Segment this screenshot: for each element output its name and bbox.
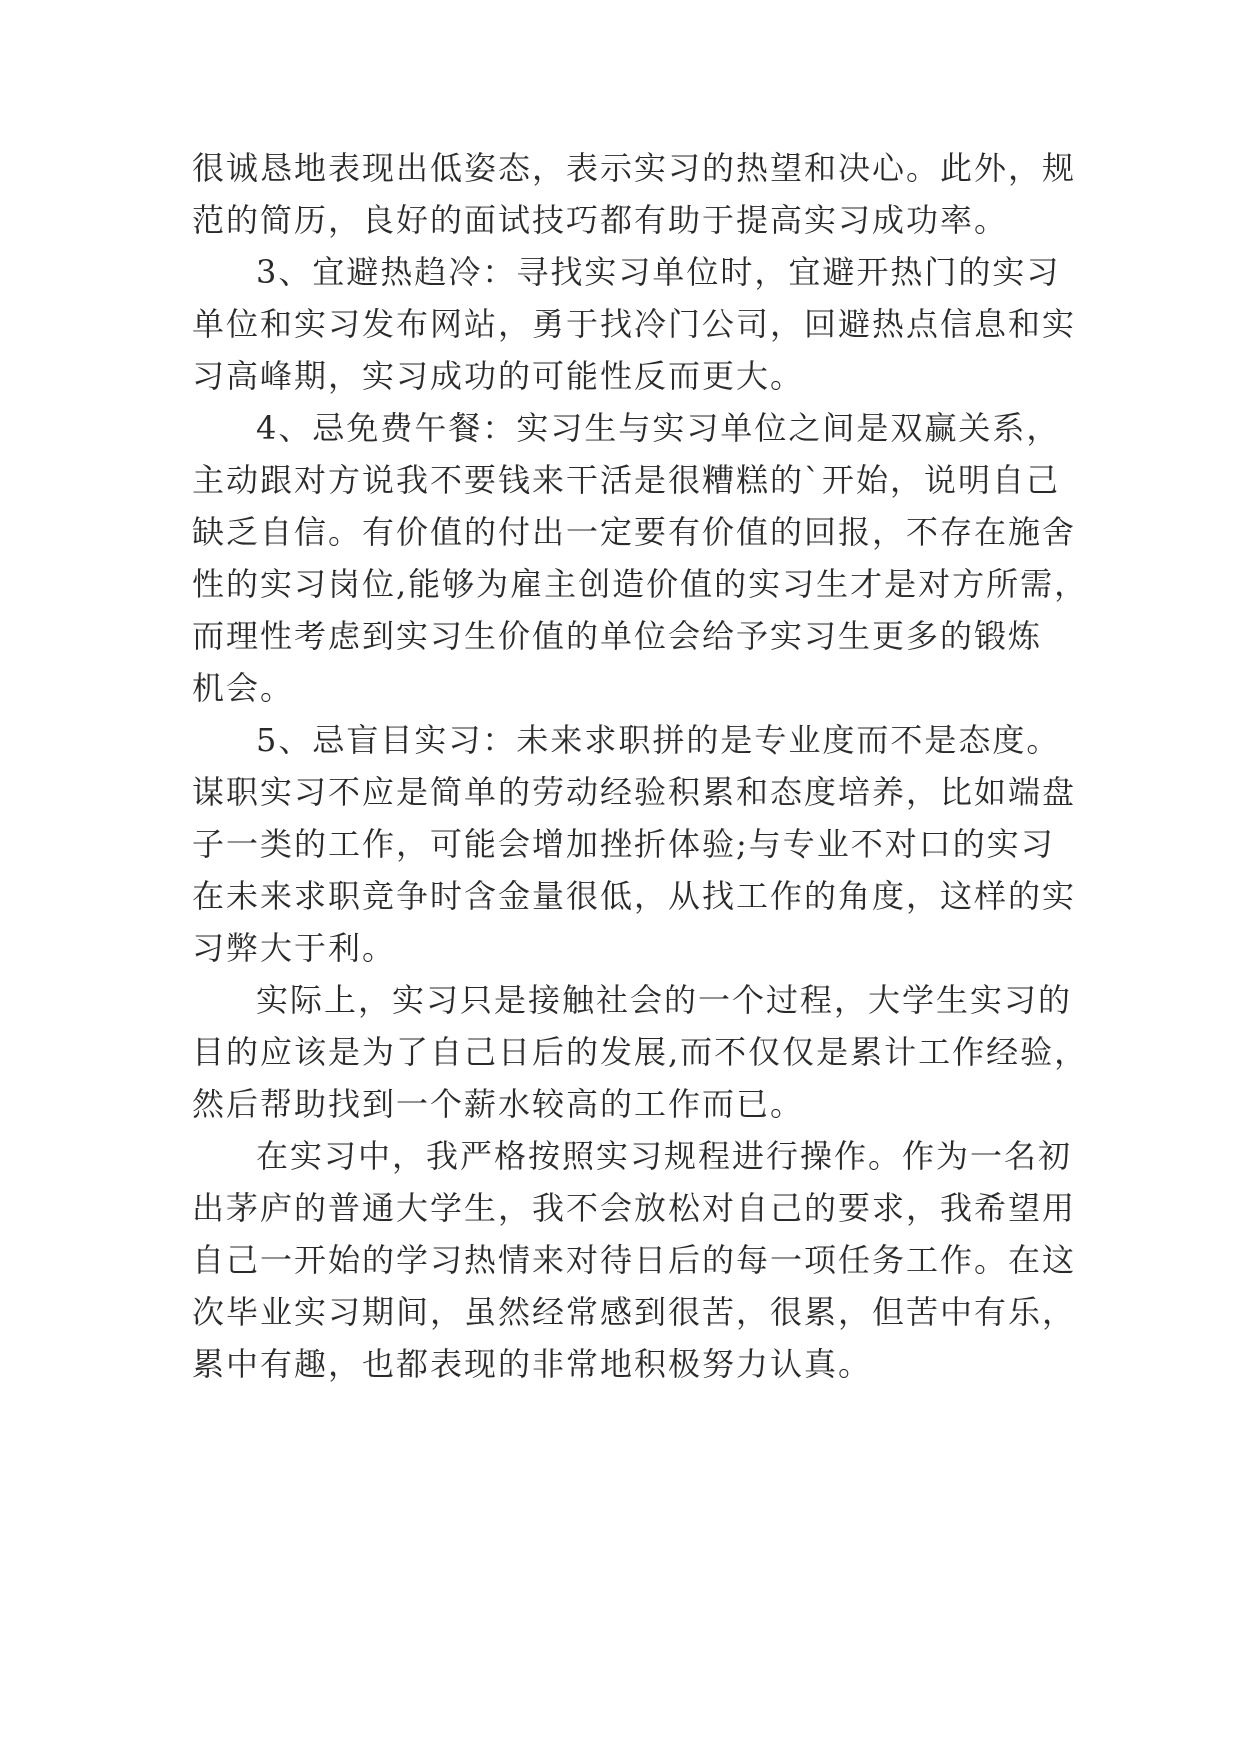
text-line: 缺乏自信。有价值的付出一定要有价值的回报，不存在施舍 [192,513,1077,551]
text-line: 出茅庐的普通大学生，我不会放松对自己的要求，我希望用 [192,1189,1077,1227]
paragraph-4-start: 4、忌免费午餐：实习生与实习单位之间是双赢关系， [256,409,1061,447]
paragraph-5-start: 5、忌盲目实习：未来求职拼的是专业度而不是态度。 [256,721,1061,759]
text-line: 主动跟对方说我不要钱来干活是很糟糕的`开始，说明自己 [192,461,1061,499]
text-line: 目的应该是为了自己日后的发展,而不仅仅是累计工作经验， [192,1033,1089,1071]
text-line: 在未来求职竞争时含金量很低，从找工作的角度，这样的实 [192,877,1077,915]
paragraph-practice-start: 在实习中，我严格按照实习规程进行操作。作为一名初 [256,1137,1073,1175]
text-line: 单位和实习发布网站，勇于找冷门公司，回避热点信息和实 [192,305,1077,343]
paragraph-3-start: 3、宜避热趋冷：寻找实习单位时，宜避开热门的实习 [256,253,1061,291]
text-line: 次毕业实习期间，虽然经常感到很苦，很累，但苦中有乐， [192,1293,1077,1331]
text-line: 性的实习岗位,能够为雇主创造价值的实习生才是对方所需， [192,565,1089,603]
text-line: 很诚恳地表现出低姿态，表示实习的热望和决心。此外，规 [192,149,1077,187]
text-line: 习弊大于利。 [192,929,397,967]
text-line: 子一类的工作，可能会增加挫折体验;与专业不对口的实习 [192,825,1055,863]
text-line: 谋职实习不应是简单的劳动经验积累和态度培养，比如端盘 [192,773,1077,811]
text-line: 而理性考虑到实习生价值的单位会给予实习生更多的锻炼 [192,617,1043,655]
text-line: 习高峰期，实习成功的可能性反而更大。 [192,357,805,395]
text-line: 自己一开始的学习热情来对待日后的每一项任务工作。在这 [192,1241,1077,1279]
text-line: 累中有趣，也都表现的非常地积极努力认真。 [192,1345,873,1383]
text-line: 范的简历，良好的面试技巧都有助于提高实习成功率。 [192,201,1009,239]
text-line: 然后帮助找到一个薪水较高的工作而已。 [192,1085,805,1123]
text-line: 机会。 [192,669,295,707]
paragraph-summary-start: 实际上，实习只是接触社会的一个过程，大学生实习的 [256,981,1073,1019]
